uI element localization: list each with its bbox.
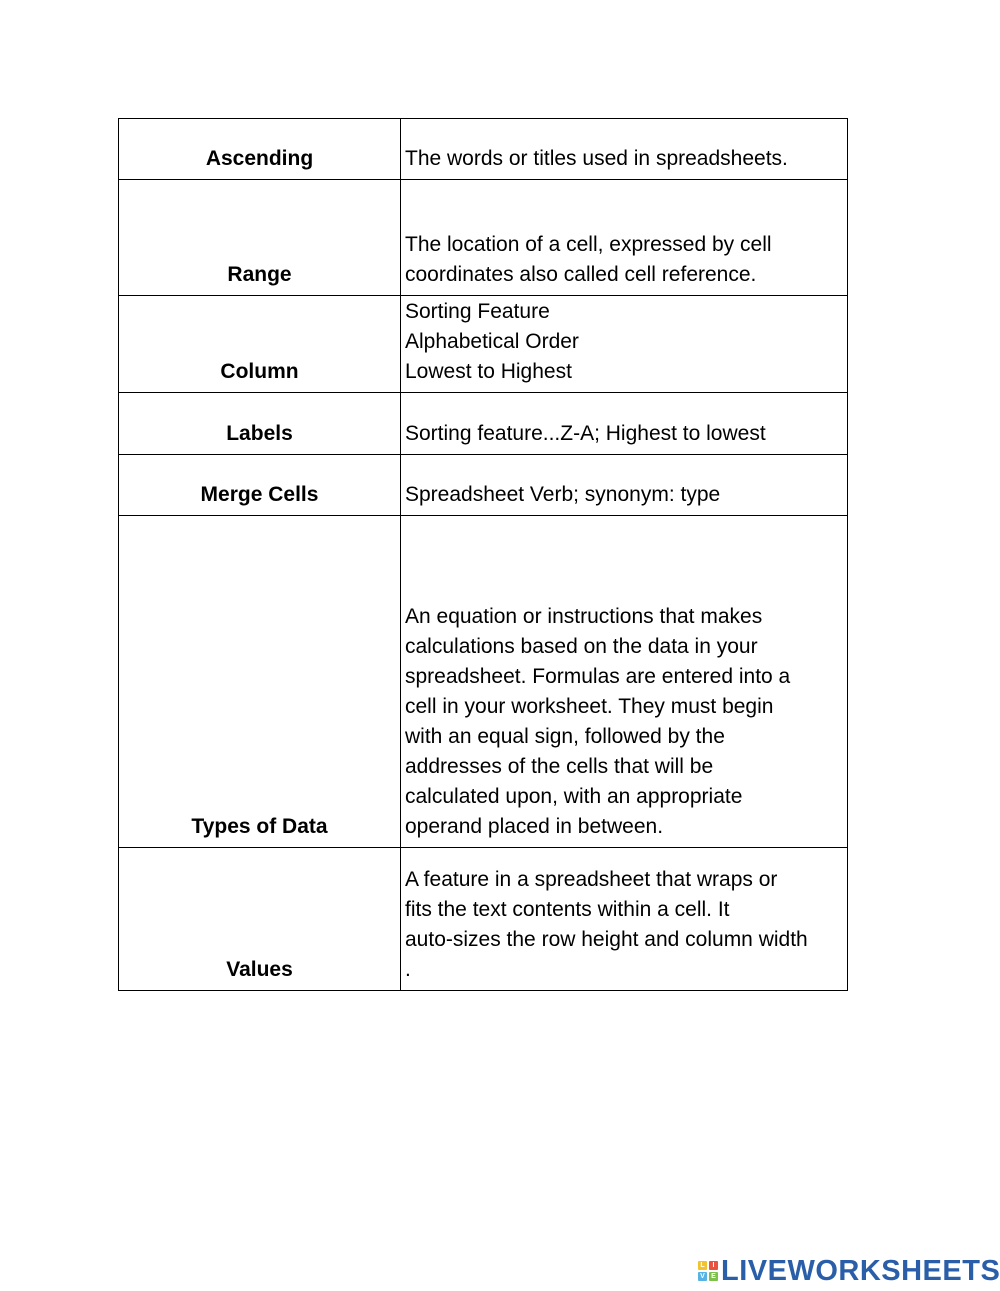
definition-line: auto-sizes the row height and column width: [405, 928, 808, 951]
logo-square: V: [698, 1272, 707, 1281]
definition-line: addresses of the cells that will be: [405, 755, 714, 778]
term-cell: Labels: [119, 393, 401, 455]
definition-cell: [401, 393, 848, 455]
term-cell: Column: [119, 296, 401, 393]
logo-square: I: [709, 1261, 718, 1270]
logo-text: LIVEWORKSHEETS: [721, 1254, 1000, 1287]
term-cell: Values: [119, 848, 401, 991]
liveworksheets-logo: [698, 1255, 1000, 1287]
matching-table: [118, 118, 848, 991]
liveworksheets-logo-icon: [698, 1261, 718, 1281]
table-row: [119, 848, 848, 991]
definition-line: Alphabetical Order: [405, 330, 579, 353]
definition-cell: [401, 119, 848, 180]
definition-line: spreadsheet. Formulas are entered into a: [405, 665, 791, 688]
definition-line: The words or titles used in spreadsheets.: [405, 147, 788, 170]
definition-cell: [401, 516, 848, 848]
term-cell: Types of Data: [119, 516, 401, 848]
definition-line: A feature in a spreadsheet that wraps or: [405, 868, 778, 891]
table-row: [119, 296, 848, 393]
definition-line: calculated upon, with an appropriate: [405, 785, 743, 808]
definition-cell: [401, 296, 848, 393]
definition-line: operand placed in between.: [405, 815, 664, 838]
definition-line: Sorting feature...Z-A; Highest to lowest: [405, 422, 766, 445]
logo-square: E: [709, 1272, 718, 1281]
definition-line: coordinates also called cell reference.: [405, 263, 757, 286]
table-row: [119, 393, 848, 455]
definition-line: Spreadsheet Verb; synonym: type: [405, 483, 721, 506]
definition-line: cell in your worksheet. They must begin: [405, 695, 774, 718]
table-body: [119, 119, 848, 991]
definition-line: .: [405, 958, 411, 981]
definition-line: fits the text contents within a cell. It: [405, 898, 730, 921]
definition-line: An equation or instructions that makes: [405, 605, 763, 628]
definition-cell: [401, 455, 848, 516]
logo-square: L: [698, 1261, 707, 1270]
definition-cell: [401, 180, 848, 296]
table-row: [119, 180, 848, 296]
table-row: [119, 455, 848, 516]
definition-line: Sorting Feature: [405, 300, 550, 323]
definition-line: calculations based on the data in your: [405, 635, 758, 658]
definition-line: The location of a cell, expressed by cell: [405, 233, 772, 256]
definition-line: Lowest to Highest: [405, 360, 572, 383]
term-cell: Ascending: [119, 119, 401, 180]
definition-line: with an equal sign, followed by the: [405, 725, 725, 748]
term-cell: Range: [119, 180, 401, 296]
table-row: [119, 516, 848, 848]
definition-cell: [401, 848, 848, 991]
term-cell: Merge Cells: [119, 455, 401, 516]
table-row: [119, 119, 848, 180]
